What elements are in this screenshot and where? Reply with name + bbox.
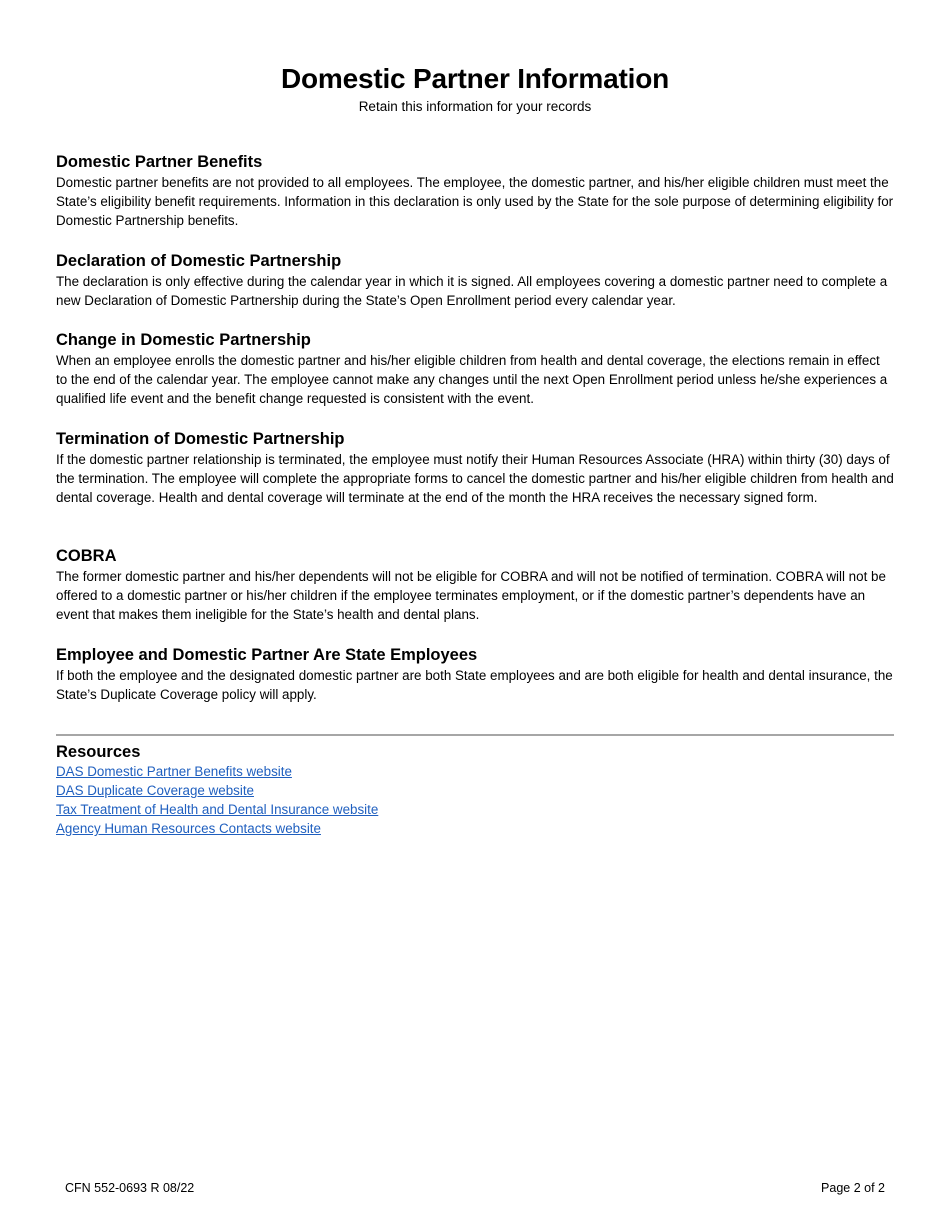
section-termination [56, 429, 894, 507]
section-state-employees [56, 645, 894, 704]
section-body: When an employee enrolls the domestic partner and his/her eligible children from health and dental coverage, the elections remain in effect to the end of the calendar year. The employee cannot make any changes until the next Open Enrollment period unless he/she experiences a qualified life event and the benefit change requested is consistent with the event. [56, 353, 888, 406]
section-heading: Termination of Domestic Partnership [56, 430, 345, 448]
resources-heading: Resources [56, 743, 141, 761]
form-number: CFN 552-0693 R 08/22 [65, 1181, 195, 1195]
resources-section [56, 742, 378, 838]
section-declaration [56, 251, 894, 310]
section-heading: Change in Domestic Partnership [56, 331, 311, 349]
section-change [56, 330, 894, 408]
page-subtitle: Retain this information for your records [358, 99, 592, 114]
page-number: Page 2 of 2 [821, 1181, 885, 1195]
section-heading: Employee and Domestic Partner Are State Employees [56, 646, 478, 664]
link-agency-hr-contacts[interactable]: Agency Human Resources Contacts website [56, 821, 321, 836]
link-das-domestic-partner-benefits[interactable]: DAS Domestic Partner Benefits website [56, 764, 292, 779]
section-heading: Declaration of Domestic Partnership [56, 252, 342, 270]
section-heading: Domestic Partner Benefits [56, 153, 263, 171]
section-body: Domestic partner benefits are not provided to all employees. The employee, the domestic partner, and his/her eligible children must meet the State’s eligibility benefit requirements. Information in this declaration is only used by the State for the sole purpose of determining eligibility for Domestic Partnership benefits. [56, 175, 894, 228]
section-body: If the domestic partner relationship is terminated, the employee must notify their Human Resources Associate (HRA) within thirty (30) days of the termination. The employee will complete the appropriate forms to cancel the domestic partner and his/her eligible children from health and dental coverage. Health and dental coverage will terminate at the end of the month the HRA receives the necessary signed form. [56, 452, 894, 505]
section-heading: COBRA [56, 547, 117, 565]
page-title: Domestic Partner Information [280, 63, 670, 94]
section-body: The former domestic partner and his/her dependents will not be eligible for COBRA and will not be notified of termination. COBRA will not be offered to a domestic partner or his/her children if the employee terminates employment, or if the domestic partner’s dependents have an event that makes them ineligible for the State’s health and dental plans. [56, 569, 886, 622]
section-divider [56, 734, 894, 736]
link-das-duplicate-coverage[interactable]: DAS Duplicate Coverage website [56, 783, 254, 798]
section-cobra [56, 546, 894, 624]
section-domestic-partner-benefits [56, 152, 894, 230]
link-tax-treatment[interactable]: Tax Treatment of Health and Dental Insurance website [56, 802, 379, 817]
section-body: If both the employee and the designated domestic partner are both State employees and are both eligible for health and dental insurance, the State’s Duplicate Coverage policy will apply. [56, 668, 893, 702]
section-body: The declaration is only effective during the calendar year in which it is signed. All employees covering a domestic partner need to complete a new Declaration of Domestic Partnership during the State’s Open Enrollment period every calendar year. [56, 274, 888, 308]
